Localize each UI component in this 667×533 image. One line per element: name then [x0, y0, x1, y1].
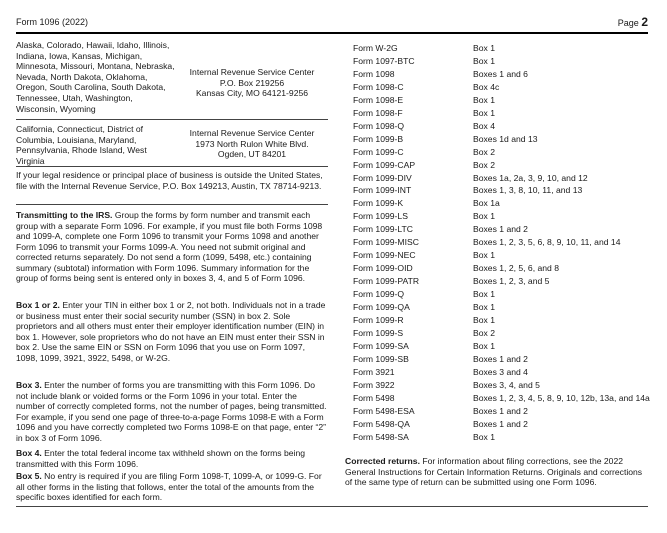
box-list: Box 1a	[473, 198, 500, 209]
box-list: Boxes 1 and 6	[473, 68, 528, 79]
box-list: Boxes 1, 2, 5, 6, and 8	[473, 263, 559, 274]
box-list: Box 1	[473, 302, 495, 313]
residence-note: If your legal residence or principal place of business is outside the United States, file with the Internal Revenue Service, P.O. Box 149213, Austin, TX 78714-9213.	[16, 170, 323, 191]
box-list: Boxes 1 and 2	[473, 405, 528, 416]
section-body: For information about filing corrections, see the 2022 General Instructions for Certain Information Returns. Originals and corrections of the same type of return can be submitted using one Form 1096.	[345, 456, 643, 487]
transmitting-section	[16, 210, 328, 284]
form-box-row	[353, 353, 653, 366]
form-box-row	[353, 288, 653, 301]
box-list: Box 4	[473, 120, 495, 131]
form-name: Form 1099-C	[353, 146, 404, 157]
box-list: Box 4c	[473, 81, 500, 92]
divider	[16, 166, 328, 167]
box-3-section	[16, 380, 328, 443]
section-title: Box 3.	[16, 380, 42, 390]
bottom-rule	[16, 506, 648, 507]
page-number: 2	[641, 15, 648, 29]
form-box-row	[353, 431, 653, 444]
form-box-row	[353, 236, 653, 249]
box-list: Boxes 3, 4, and 5	[473, 379, 540, 390]
form-box-row	[353, 55, 653, 68]
irs-address: Internal Revenue Service Center 1973 North Rulon White Blvd. Ogden, UT 84201	[189, 128, 315, 160]
page-prefix: Page	[617, 18, 639, 28]
form-box-row	[353, 210, 653, 223]
form-box-row	[353, 340, 653, 353]
irs-address: Internal Revenue Service Center P.O. Box 219256 Kansas City, MO 64121-9256	[189, 67, 315, 99]
form-name: Form 3921	[353, 366, 395, 377]
form-name: Form 5498	[353, 392, 395, 403]
form-name: Form 1099-NEC	[353, 250, 416, 261]
divider	[16, 204, 328, 205]
form-label: Form 1096 (2022)	[16, 17, 89, 27]
page-header	[16, 14, 648, 32]
form-box-row	[353, 327, 653, 340]
form-box-row	[353, 172, 653, 185]
form-box-row	[353, 81, 653, 94]
form-box-list	[353, 42, 653, 444]
form-name: Form 1099-K	[353, 198, 404, 209]
form-name: Form 1099-MISC	[353, 237, 419, 248]
form-name: Form 1099-LS	[353, 211, 408, 222]
form-name: Form 1098-F	[353, 107, 403, 118]
form-name: Form 1099-DIV	[353, 172, 412, 183]
divider	[16, 119, 328, 120]
form-name: Form 1099-B	[353, 133, 404, 144]
box-list: Box 1	[473, 431, 495, 442]
box-list: Boxes 1d and 13	[473, 133, 538, 144]
form-name: Form 3922	[353, 379, 395, 390]
box-list: Box 1	[473, 55, 495, 66]
form-name: Form 5498-ESA	[353, 405, 415, 416]
states-list: California, Connecticut, District of Columbia, Louisiana, Maryland, Pennsylvania, Rhode Island, West Virginia	[16, 124, 147, 166]
box-list: Boxes 1 and 2	[473, 224, 528, 235]
form-name: Form 1099-LTC	[353, 224, 414, 235]
form-name: Form 1099-INT	[353, 185, 412, 196]
section-body: Enter the total federal income tax withheld shown on the forms being transmitted with this Form 1096.	[16, 448, 306, 469]
form-name: Form 1099-Q	[353, 289, 405, 300]
form-name: Form 1099-S	[353, 327, 404, 338]
box-list: Boxes 1, 2, 3, 4, 5, 8, 9, 10, 12b, 13a, and 14a	[473, 392, 650, 403]
box-1-or-2-section	[16, 300, 328, 363]
form-box-row	[353, 107, 653, 120]
section-title: Corrected returns.	[345, 456, 420, 466]
box-list: Box 1	[473, 250, 495, 261]
box-list: Box 1	[473, 43, 495, 53]
page-number-label	[618, 15, 648, 29]
form-box-row	[353, 392, 653, 405]
box-list: Box 1	[473, 107, 495, 118]
form-box-row	[353, 68, 653, 81]
box-list: Box 1	[473, 94, 495, 105]
box-list: Box 1	[473, 211, 495, 222]
form-box-row	[353, 249, 653, 262]
section-body: No entry is required if you are filing Form 1098-T, 1099-A, or 1099-G. For all other forms in the listing that follows, enter the total of the amounts from the specific boxes identified for each form.	[16, 471, 322, 502]
section-title: Transmitting to the IRS.	[16, 210, 113, 220]
form-name: Form 5498-QA	[353, 418, 410, 429]
box-list: Box 2	[473, 159, 495, 170]
form-box-row	[353, 94, 653, 107]
box-list: Boxes 1a, 2a, 3, 9, 10, and 12	[473, 172, 588, 183]
section-body: Enter your TIN in either box 1 or 2, not both. Individuals not in a trade or business must enter their social security number (SSN) in box 2. Sole proprietors and all others must enter their employer identification number (EIN) in box 1. However, sole proprietors who do not have an EIN must enter their SSN in box 2. Use the same EIN or SSN on Form 1096 that you use on Form 1097, 1098, 1099, 3921, 3922, 5498, or W-2G.	[16, 300, 326, 363]
form-box-row	[353, 275, 653, 288]
box-list: Box 2	[473, 327, 495, 338]
form-name: Form W-2G	[353, 43, 398, 53]
form-box-row	[353, 314, 653, 327]
address-block-kansas-city	[16, 40, 328, 118]
form-box-row	[353, 379, 653, 392]
box-list: Boxes 1, 2, 3, 5, 6, 8, 9, 10, 11, and 14	[473, 237, 621, 248]
box-list: Boxes 3 and 4	[473, 366, 528, 377]
form-name: Form 1099-CAP	[353, 159, 416, 170]
form-box-row	[353, 120, 653, 133]
address-block-ogden	[16, 124, 328, 164]
corrected-returns-section	[345, 456, 649, 488]
form-box-row	[353, 418, 653, 431]
section-title: Box 5.	[16, 471, 42, 481]
box-list: Box 2	[473, 146, 495, 157]
states-list: Alaska, Colorado, Hawaii, Idaho, Illinois, Indiana, Iowa, Kansas, Michigan, Minnesota, Missouri, Montana, Nebraska, Nevada, North Dakota, Oklahoma, Oregon, South Carolina, South Dakota, Tennessee, Utah, Washington, Wisconsin, Wyoming	[16, 40, 175, 114]
form-name: Form 1099-R	[353, 315, 404, 326]
form-box-row	[353, 42, 653, 55]
box-4-section	[16, 448, 328, 469]
form-box-row	[353, 197, 653, 210]
header-rule	[16, 32, 648, 34]
section-title: Box 4.	[16, 448, 42, 458]
form-name: Form 1098-C	[353, 81, 404, 92]
form-box-row	[353, 301, 653, 314]
form-name: Form 1098-E	[353, 94, 404, 105]
form-box-row	[353, 405, 653, 418]
section-body: Enter the number of forms you are transmitting with this Form 1096. Do not include blank or voided forms or the Form 1096 in your total. Enter the number of correctly completed forms, not the number of pages, being transmitted. For example, if you send one page of three-to-a-page Forms 1098-E with a Form 1096 and you have correctly completed two Forms 1098-E on that page, enter “2” in box 3 of Form 1096.	[16, 380, 327, 443]
section-body: Group the forms by form number and transmit each group with a separate Form 1096. For example, if you must file both Forms 1098 and 1099-A, complete one Form 1096 to transmit your Forms 1098 and another Form 1096 to transmit your Forms 1099-A. You need not submit original and corrected returns separately. Do not send a form (1099, 5498, etc.) containing summary (subtotal) information with Form 1096. Summary information for the group of forms being sent is entered only in boxes 3, 4, and 5 of Form 1096.	[16, 210, 323, 283]
box-list: Boxes 1 and 2	[473, 418, 528, 429]
form-name: Form 1099-OID	[353, 263, 413, 274]
box-5-section	[16, 471, 328, 503]
form-box-row	[353, 366, 653, 379]
form-name: Form 1099-PATR	[353, 276, 420, 287]
form-box-row	[353, 133, 653, 146]
box-list: Box 1	[473, 340, 495, 351]
form-name: Form 1099-SB	[353, 353, 409, 364]
form-name: Form 1097-BTC	[353, 55, 415, 66]
form-box-row	[353, 223, 653, 236]
form-name: Form 1099-QA	[353, 302, 410, 313]
box-list: Boxes 1, 3, 8, 10, 11, and 13	[473, 185, 583, 196]
form-box-row	[353, 159, 653, 172]
form-name: Form 1098	[353, 68, 395, 79]
form-box-row	[353, 184, 653, 197]
form-name: Form 1099-SA	[353, 340, 409, 351]
form-box-row	[353, 146, 653, 159]
form-name: Form 5498-SA	[353, 431, 409, 442]
box-list: Box 1	[473, 315, 495, 326]
form-box-row	[353, 262, 653, 275]
box-list: Boxes 1, 2, 3, and 5	[473, 276, 550, 287]
form-name: Form 1098-Q	[353, 120, 405, 131]
section-title: Box 1 or 2.	[16, 300, 60, 310]
box-list: Box 1	[473, 289, 495, 300]
box-list: Boxes 1 and 2	[473, 353, 528, 364]
